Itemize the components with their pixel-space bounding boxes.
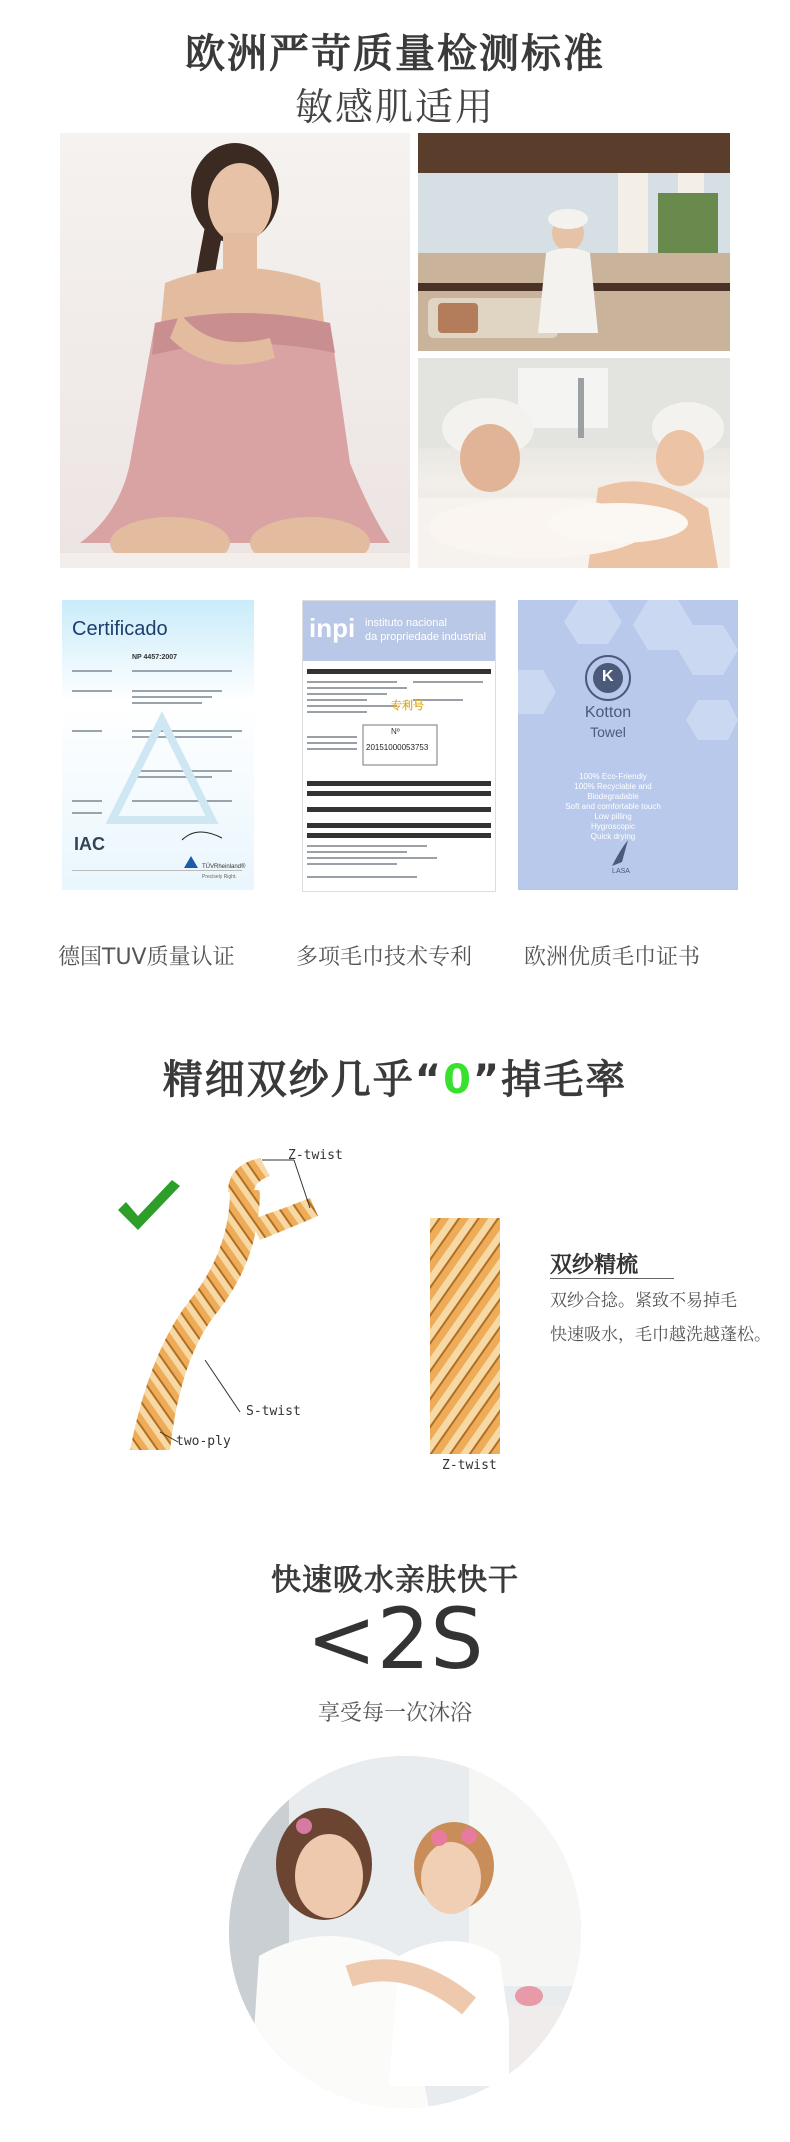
caption-europe: 欧洲优质毛巾证书 [524,945,701,970]
section1-title: 欧洲严苛质量检测标准 [185,31,605,77]
inpi-logo: inpi [309,613,356,643]
section1-subtitle: 敏感肌适用 [294,85,495,129]
kotton-feature: Soft and comfortable touch [565,802,661,811]
mother-child-bath-photo [418,358,730,568]
kotton-brand-line1: Kotton [584,704,632,721]
two-ply-rope-diagram [110,1150,350,1450]
lasa-logo: LASA [612,868,630,875]
section2-title-highlight: 0 [443,1057,473,1103]
tuv-tagline: Precisely Right. [202,874,237,880]
feature-line-1: 双纱合捻。紧致不易掉毛 [550,1291,737,1311]
absorb-time: <2S [306,1590,484,1688]
section3-subtitle: 享受每一次沐浴 [317,1701,472,1726]
label-z-twist-top: Z-twist [288,1148,343,1163]
label-s-twist: S-twist [246,1404,301,1419]
feature-line-2: 快速吸水，毛巾越洗越蓬松。 [550,1325,771,1345]
section2-title-part2: ”掉毛率 [472,1057,628,1103]
patent-stamp: 专利号 [391,699,424,712]
cert1-number: NP 4457:2007 [132,654,178,661]
tuv-brand: TÜVRheinland® [202,864,246,870]
feature-title-underline [550,1278,674,1279]
check-icon [118,1180,180,1230]
caption-tuv: 德国TUV质量认证 [58,945,235,970]
kotton-brand-line2: Towel [590,724,626,740]
inpi-org-line2: da propriedade industrial [365,631,487,643]
kotton-feature-list [518,772,708,842]
kotton-feature: 100% Recyclable and [574,782,652,791]
kotton-badge-letter: K [602,668,614,685]
patent-number-label: Nº [391,727,400,736]
cert1-heading: Certificado [72,618,168,640]
terrace-robe-photo [418,133,730,351]
label-z-twist-bottom: Z-twist [442,1458,497,1473]
inpi-patent-certificate [302,600,496,892]
tuv-certificate [62,600,254,890]
label-two-ply: two-ply [176,1434,231,1449]
kotton-feature: Low pilling [594,812,632,821]
feature-title: 双纱精梳 [550,1253,639,1278]
svg-text:IAC: IAC [74,834,105,854]
kotton-towel-certificate [518,600,738,890]
section2-title [0,1048,790,1105]
kotton-feature: Hygroscopic [590,822,635,831]
mother-daughter-photo [229,1756,581,2108]
kotton-feature: Quick drying [590,832,636,841]
section3-title: 快速吸水亲肤快干 [271,1563,519,1598]
inpi-org-line1: instituto nacional [365,617,447,629]
kotton-feature: Biodegradable [587,792,639,801]
section2-title-part1: 精细双纱几乎“ [162,1057,444,1103]
patent-number: 20151000053753 [366,743,429,752]
woman-towel-photo [60,133,410,568]
caption-patent: 多项毛巾技术专利 [296,945,473,970]
kotton-feature: 100% Eco-Friendly [579,772,647,781]
z-twist-rope-diagram [430,1218,540,1478]
